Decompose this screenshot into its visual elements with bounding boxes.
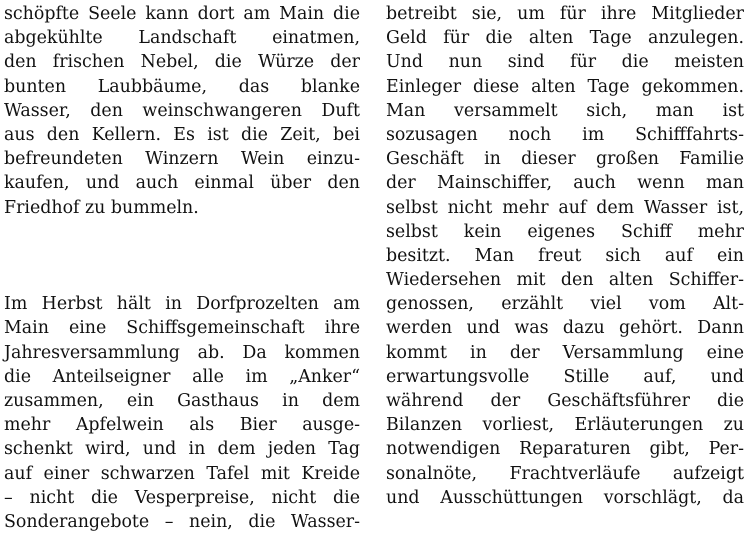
text-line: Bilanzen vorliest, Erläuterungen zu <box>386 415 744 436</box>
text-line: Im Herbst hält in Dorfprozelten am <box>4 294 360 315</box>
text-line: selbst kein eigenes Schiff mehr <box>386 221 744 242</box>
text-line: sozusagen noch im Schifffahrts- <box>386 124 744 145</box>
text-line: Main eine Schiffsgemeinschaft ihre <box>4 318 360 339</box>
text-line: befreundeten Winzern Wein einzu- <box>4 149 360 170</box>
text-line: Wasser, den weinschwangeren Duft <box>4 100 360 121</box>
text-line: Wiedersehen mit den alten Schiffer- <box>386 270 744 291</box>
text-line: selbst nicht mehr auf dem Wasser ist, <box>386 197 744 218</box>
text-line: abgekühlte Landschaft einatmen, <box>4 28 360 49</box>
text-line: – nicht die Vesperpreise, nicht die <box>4 487 360 508</box>
text-line: genossen, erzählt viel vom Alt- <box>386 294 744 315</box>
text-line: schenkt wird, und in dem jeden Tag <box>4 439 360 460</box>
paragraph-gap <box>4 220 360 293</box>
text-line: der Mainschiffer, auch wenn man <box>386 173 744 194</box>
text-line: aus den Kellern. Es ist die Zeit, bei <box>4 124 360 145</box>
text-line: besitzt. Man freut sich auf ein <box>386 245 744 266</box>
text-line: die Anteilseigner alle im „Anker“ <box>4 366 360 387</box>
text-line: Jahresversammlung ab. Da kommen <box>4 342 360 363</box>
text-line: bunten Laubbäume, das blanke <box>4 76 360 97</box>
text-line: betreibt sie, um für ihre Mitglieder <box>386 4 744 24</box>
text-line: den frischen Nebel, die Würze der <box>4 52 360 73</box>
text-line: Friedhof zu bummeln. <box>4 197 199 218</box>
text-line: schöpfte Seele kann dort am Main die <box>4 4 360 24</box>
text-line: auf einer schwarzen Tafel mit Kreide <box>4 463 360 484</box>
left-column <box>4 2 360 534</box>
right-column <box>386 2 744 510</box>
text-line: und Ausschüttungen vorschlägt, da <box>386 487 744 508</box>
text-line: erwartungsvolle Stille auf, und <box>386 366 744 387</box>
text-line: Einleger diese alten Tage gekommen. <box>386 76 744 97</box>
text-line: Sonderangebote – nein, die Wasser- <box>4 511 360 532</box>
text-line: Geschäft in dieser großen Familie <box>386 149 744 170</box>
paragraph-ship-community <box>4 292 360 534</box>
text-line: kommt in der Versammlung eine <box>386 342 744 363</box>
text-line: während der Geschäftsführer die <box>386 391 744 411</box>
paragraph-shareholders-meeting <box>386 2 744 510</box>
text-line: Man versammelt sich, man ist <box>386 100 744 121</box>
text-line: werden und was dazu gehört. Dann <box>386 318 744 339</box>
text-line: mehr Apfelwein als Bier ausge- <box>4 415 360 436</box>
text-line: sonalnöte, Frachtverläufe aufzeigt <box>386 463 744 484</box>
text-line: kaufen, und auch einmal über den <box>4 173 360 194</box>
text-line: zusammen, ein Gasthaus in dem <box>4 391 360 412</box>
text-line: Und nun sind für die meisten <box>386 52 744 73</box>
paragraph-autumn-landscape <box>4 2 360 220</box>
text-line: Geld für die alten Tage anzulegen. <box>386 28 744 49</box>
text-line: notwendigen Reparaturen gibt, Per- <box>386 439 744 460</box>
